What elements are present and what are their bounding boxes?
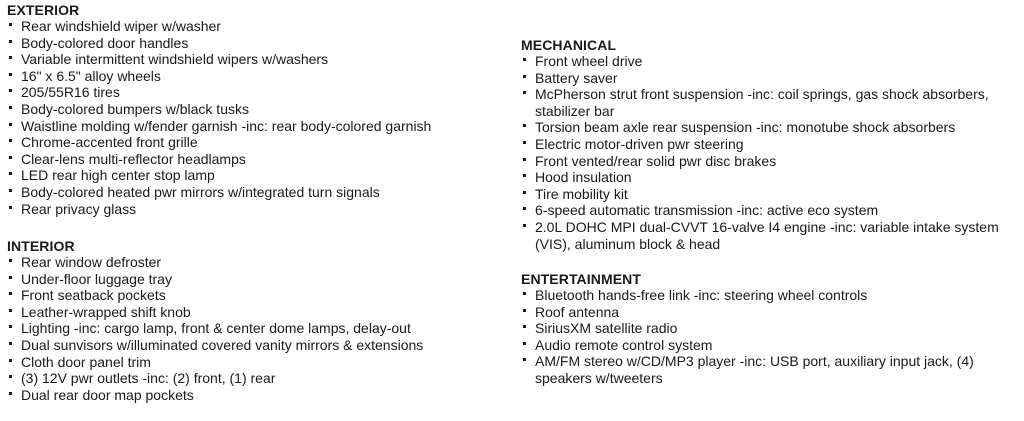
list-item: Front wheel drive	[521, 53, 1021, 70]
list-item: McPherson strut front suspension -inc: coil springs, gas shock absorbers, stabilizer bar	[521, 86, 1021, 119]
list-item: Body-colored bumpers w/black tusks	[7, 101, 512, 118]
list-item: Torsion beam axle rear suspension -inc: monotube shock absorbers	[521, 119, 1021, 136]
list-item: Rear windshield wiper w/washer	[7, 18, 512, 35]
list-item: 205/55R16 tires	[7, 84, 512, 101]
list-item: Under-floor luggage tray	[7, 271, 512, 288]
list-item: Battery saver	[521, 70, 1021, 87]
list-item: Front seatback pockets	[7, 287, 512, 304]
exterior-section	[7, 2, 512, 217]
list-item: Hood insulation	[521, 169, 1021, 186]
mechanical-section	[521, 37, 1021, 252]
entertainment-list	[521, 287, 1021, 387]
list-item: Variable intermittent windshield wipers w/washers	[7, 51, 512, 68]
exterior-title: EXTERIOR	[7, 2, 80, 18]
interior-section	[7, 238, 512, 403]
list-item: Chrome-accented front grille	[7, 134, 512, 151]
list-item: Front vented/rear solid pwr disc brakes	[521, 153, 1021, 170]
interior-list	[7, 254, 512, 403]
list-item: Body-colored door handles	[7, 35, 512, 52]
list-item: Electric motor-driven pwr steering	[521, 136, 1021, 153]
list-item: Rear window defroster	[7, 254, 512, 271]
list-item: Bluetooth hands-free link -inc: steering wheel controls	[521, 287, 1021, 304]
mechanical-title: MECHANICAL	[521, 37, 617, 53]
list-item: Body-colored heated pwr mirrors w/integrated turn signals	[7, 184, 512, 201]
list-item: SiriusXM satellite radio	[521, 320, 1021, 337]
entertainment-section	[521, 271, 1021, 387]
list-item: Lighting -inc: cargo lamp, front & center dome lamps, delay-out	[7, 320, 512, 337]
list-item: Leather-wrapped shift knob	[7, 304, 512, 321]
list-item: Rear privacy glass	[7, 201, 512, 218]
list-item: Dual sunvisors w/illuminated covered vanity mirrors & extensions	[7, 337, 512, 354]
list-item: Waistline molding w/fender garnish -inc: rear body-colored garnish	[7, 118, 512, 135]
list-item: Clear-lens multi-reflector headlamps	[7, 151, 512, 168]
list-item: (3) 12V pwr outlets -inc: (2) front, (1) rear	[7, 370, 512, 387]
list-item: Dual rear door map pockets	[7, 387, 512, 404]
list-item: Roof antenna	[521, 304, 1021, 321]
list-item: 16" x 6.5" alloy wheels	[7, 68, 512, 85]
list-item: 2.0L DOHC MPI dual-CVVT 16-valve I4 engine -inc: variable intake system (VIS), aluminum block & head	[521, 219, 1021, 252]
list-item: 6-speed automatic transmission -inc: active eco system	[521, 202, 1021, 219]
list-item: Cloth door panel trim	[7, 354, 512, 371]
list-item: Audio remote control system	[521, 337, 1021, 354]
list-item: Tire mobility kit	[521, 186, 1021, 203]
mechanical-list	[521, 53, 1021, 252]
exterior-list	[7, 18, 512, 217]
entertainment-title: ENTERTAINMENT	[521, 271, 642, 287]
list-item: AM/FM stereo w/CD/MP3 player -inc: USB port, auxiliary input jack, (4) speakers w/tweeters	[521, 353, 1021, 386]
list-item: LED rear high center stop lamp	[7, 167, 512, 184]
interior-title: INTERIOR	[7, 238, 75, 254]
